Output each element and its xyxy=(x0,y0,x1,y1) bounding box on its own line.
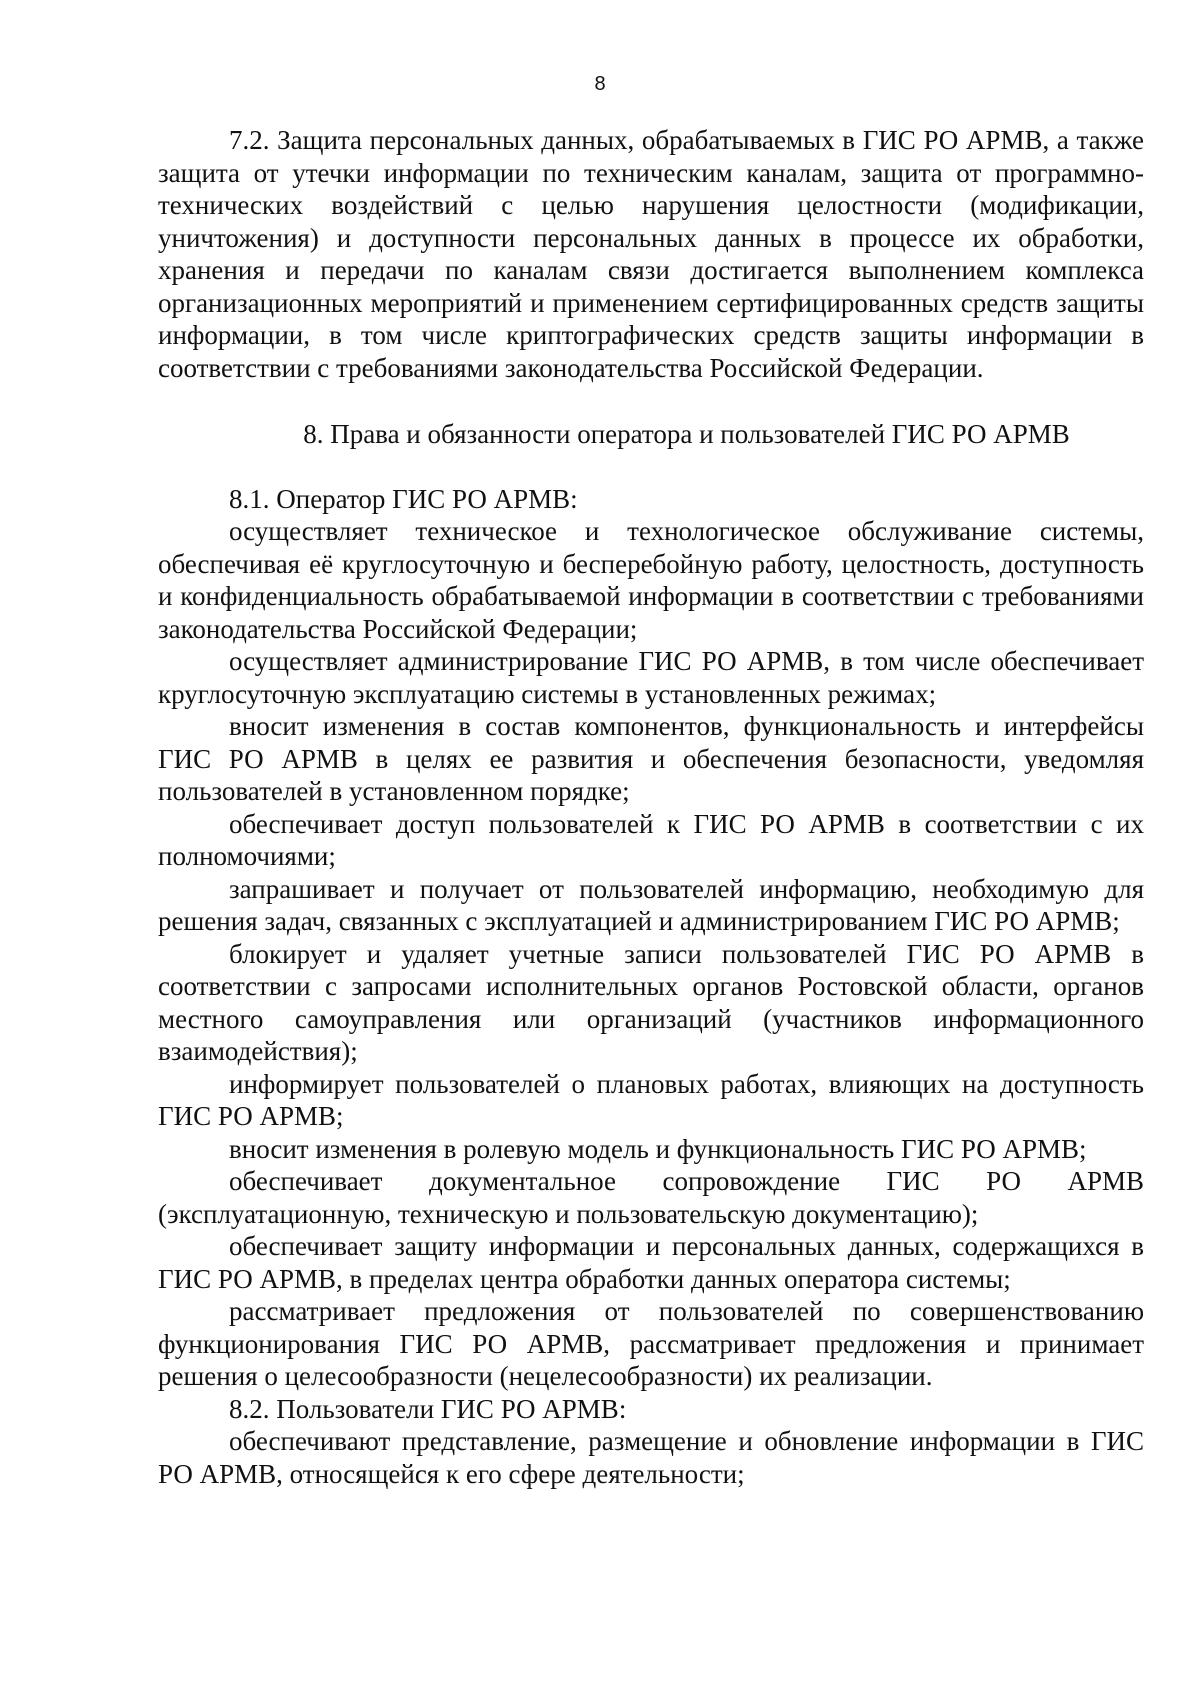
operator-duty-8: вносит изменения в ролевую модель и функциональность ГИС РО АРМВ; xyxy=(229,1133,1087,1164)
subsection-8-1-title: 8.1. Оператор ГИС РО АРМВ: xyxy=(229,483,578,514)
document-body xyxy=(158,124,1144,1490)
operator-duty-4: обеспечивает доступ пользователей к ГИС РО АРМВ в соответствии с их полномочиями; xyxy=(158,808,1144,871)
section-8-heading: 8. Права и обязанности оператора и пользователей ГИС РО АРМВ xyxy=(303,419,1070,449)
operator-duty-1: осуществляет техническое и технологическое обслуживание системы, обеспечивая её круглосуточную и бесперебойную работу, целостность, доступность и конфиденциальность обрабатываемой информации в соответствии с требованиями законодательства Российской Федерации; xyxy=(158,516,1144,644)
operator-duty-9: обеспечивает документальное сопровождение ГИС РО АРМВ (эксплуатационную, техническую и пользовательскую документацию); xyxy=(158,1166,1144,1229)
operator-duty-10: обеспечивает защиту информации и персональных данных, содержащихся в ГИС РО АРМВ, в пределах центра обработки данных оператора системы; xyxy=(158,1231,1144,1294)
user-duty-1: обеспечивают представление, размещение и обновление информации в ГИС РО АРМВ, относящейся к его сфере деятельности; xyxy=(158,1426,1144,1489)
subsection-8-2-title: 8.2. Пользователи ГИС РО АРМВ: xyxy=(229,1393,627,1424)
operator-duty-11: рассматривает предложения от пользователей по совершенствованию функционирования ГИС РО АРМВ, рассматривает предложения и принимает решения о целесообразности (нецелесообразности) их реализации. xyxy=(158,1296,1144,1391)
operator-duty-2: осуществляет администрирование ГИС РО АРМВ, в том числе обеспечивает круглосуточную эксплуатацию системы в установленных режимах; xyxy=(158,646,1144,709)
operator-duty-6: блокирует и удаляет учетные записи пользователей ГИС РО АРМВ в соответствии с запросами исполнительных органов Ростовской области, органов местного самоуправления или организаций (участников информационного взаимодействия); xyxy=(158,938,1144,1066)
paragraph-7-2: 7.2. Защита персональных данных, обрабатываемых в ГИС РО АРМВ, а также защита от утечки информации по техническим каналам, защита от программно-технических воздействий с целью нарушения целостности (модификации, уничтожения) и доступности персональных данных в процессе их обработки, хранения и передачи по каналам связи достигается выполнением комплекса организационных мероприятий и применением сертифицированных средств защиты информации, в том числе криптографических средств защиты информации в соответствии с требованиями законодательства Российской Федерации. xyxy=(158,125,1144,383)
operator-duty-7: информирует пользователей о плановых работах, влияющих на доступность ГИС РО АРМВ; xyxy=(158,1068,1144,1131)
operator-duty-3: вносит изменения в состав компонентов, функциональность и интерфейсы ГИС РО АРМВ в целях ее развития и обеспечения безопасности, уведомляя пользователей в установленном порядке; xyxy=(158,711,1144,806)
operator-duty-5: запрашивает и получает от пользователей информацию, необходимую для решения задач, связанных с эксплуатацией и администрированием ГИС РО АРМВ; xyxy=(158,873,1144,936)
page-number: 8 xyxy=(594,73,606,95)
